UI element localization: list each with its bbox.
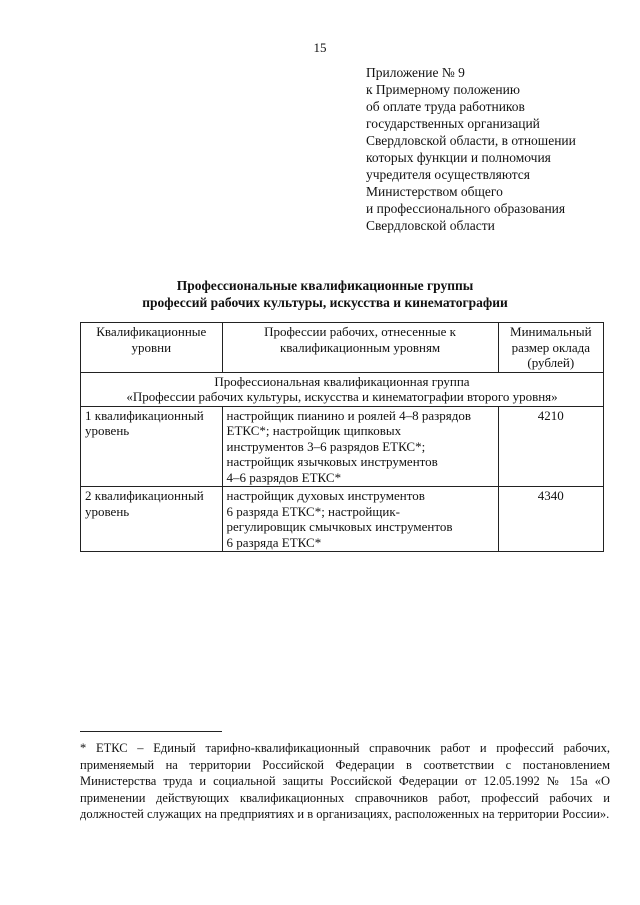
title-line-1: Профессиональные квалификационные группы: [176, 278, 474, 293]
salary-cell: 4340: [498, 487, 603, 552]
professions-cell: [222, 487, 498, 552]
footnote: * ЕТКС – Единый тарифно-квалификационный справочник работ и профессий рабочих, применяемый на территории Российской Федерации в соответствии с постановлением Министерства труда и социальной защиты Российской Федерации от 12.05.1992 № 15а «О применении действующих квалификационных справочников работ, профессий рабочих и должностей служащих на предприятиях и в организациях, расположенных на территории России».: [80, 741, 610, 821]
appendix-line: Свердловской области, в отношении: [366, 133, 576, 148]
profession-line: настройщик язычковых инструментов: [226, 454, 438, 469]
appendix-line: которых функции и полномочия: [366, 150, 551, 165]
profession-line: инструментов 3–6 разрядов ЕТКС*;: [226, 438, 426, 454]
group-line-2: «Профессии рабочих культуры, искусства и кинематографии второго уровня»: [126, 389, 558, 404]
level-cell: 2 квалификационный уровень: [81, 487, 223, 552]
appendix-line: об оплате труда работников: [366, 99, 525, 114]
group-line-1: Профессиональная квалификационная группа: [214, 373, 470, 389]
profession-line: 6 разряда ЕТКС*; настройщик-: [226, 503, 400, 519]
appendix-header: [366, 64, 626, 234]
appendix-line: учредителя осуществляются: [366, 167, 530, 182]
salary-cell: 4210: [498, 406, 603, 487]
appendix-line: к Примерному положению: [366, 82, 520, 97]
profession-line: настройщик пианино и роялей 4–8 разрядов: [226, 407, 471, 423]
header-professions: Профессии рабочих, отнесенные к квалификационным уровням: [222, 323, 498, 373]
group-cell: [81, 372, 604, 406]
document-title: [60, 277, 590, 311]
profession-line: 4–6 разрядов ЕТКС*: [226, 469, 342, 485]
appendix-line: Свердловской области: [366, 218, 495, 233]
title-line-2: профессий рабочих культуры, искусства и кинематографии: [142, 295, 508, 310]
header-level: Квалификационные уровни: [81, 323, 223, 373]
group-row: [81, 372, 604, 406]
professions-cell: [222, 406, 498, 487]
qualification-table: [80, 322, 604, 552]
appendix-line: государственных организаций: [366, 116, 540, 131]
table-row: [81, 406, 604, 487]
footnote-divider: [80, 731, 222, 732]
appendix-line: Приложение № 9: [366, 65, 465, 80]
profession-line: регулировщик смычковых инструментов: [226, 519, 453, 534]
profession-line: настройщик духовых инструментов: [226, 488, 425, 503]
profession-line: 6 разряда ЕТКС*: [226, 534, 322, 550]
header-salary: Минимальный размер оклада (рублей): [498, 323, 603, 373]
profession-line: ЕТКС*; настройщик щипковых: [226, 423, 402, 438]
table-header-row: [81, 323, 604, 373]
appendix-line: Министерством общего: [366, 184, 503, 199]
page-number: 15: [313, 40, 327, 55]
level-cell: 1 квалификационный уровень: [81, 406, 223, 487]
table-row: [81, 487, 604, 552]
appendix-line: и профессионального образования: [366, 201, 566, 216]
